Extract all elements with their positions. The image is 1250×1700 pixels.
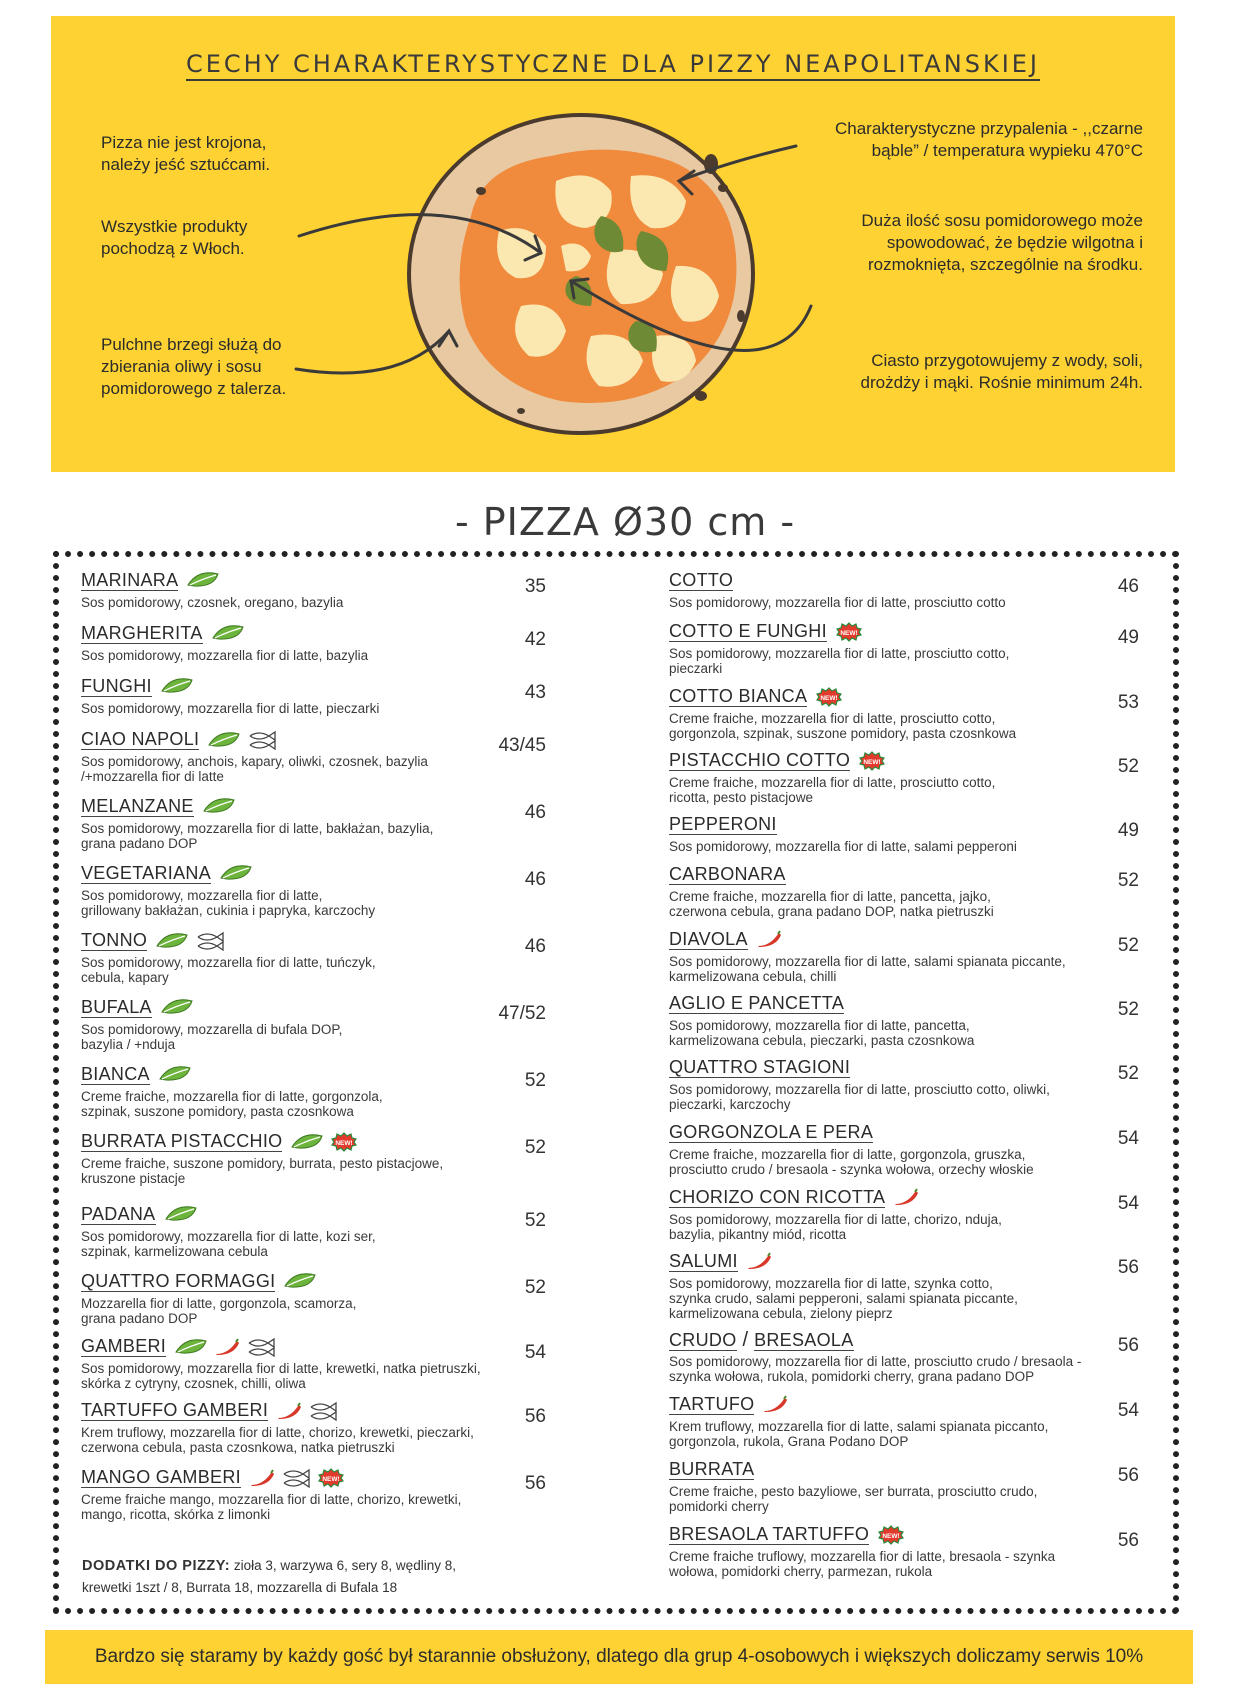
menu-item <box>81 997 342 1052</box>
menu-item <box>669 1459 1037 1514</box>
item-description: karmelizowana cebula, pieczarki, pasta czosnkowa <box>669 1033 975 1048</box>
menu-item <box>669 1251 1018 1321</box>
item-icons <box>877 1525 911 1547</box>
menu-item <box>81 1271 356 1326</box>
item-description: wołowa, pomidorki cherry, parmezan, rukola <box>669 1564 933 1579</box>
item-description: Sos pomidorowy, anchois, kapary, oliwki, czosnek, bazylia <box>81 754 428 769</box>
item-name: COTTO BIANCA <box>669 686 808 706</box>
item-name: TARTUFFO GAMBERI <box>81 1400 269 1420</box>
menu-item <box>81 796 433 851</box>
extras-label: DODATKI DO PIZZY: <box>82 1558 231 1574</box>
item-description: mango, ricotta, skórka z limonki <box>81 1507 271 1522</box>
item-name: FUNGHI <box>81 676 152 696</box>
item-icons <box>290 1132 364 1154</box>
item-description: Sos pomidorowy, mozzarella di bufala DOP, <box>81 1022 343 1037</box>
menu-item <box>81 1467 461 1522</box>
item-price: 52 <box>524 1070 546 1091</box>
svg-text:NEW!: NEW! <box>863 758 881 766</box>
service-fee-bar <box>45 1630 1193 1684</box>
item-description: Sos pomidorowy, mozzarella fior di latte, chorizo, nduja, <box>669 1212 1002 1227</box>
item-icons <box>276 1401 344 1423</box>
menu-item <box>669 864 994 919</box>
item-description: cebula, kapary <box>81 970 169 985</box>
item-name: BURRATA <box>669 1459 755 1479</box>
item-description: Sos pomidorowy, mozzarella fior di latte, prosciutto crudo / bresaola - <box>669 1354 1082 1369</box>
item-price: 56 <box>1117 1530 1139 1551</box>
item-description: szpinak, suszone pomidory, pasta czosnkowa <box>81 1104 354 1119</box>
item-price: 52 <box>1117 1063 1139 1084</box>
item-price: 47/52 <box>498 1003 546 1024</box>
item-name: VEGETARIANA <box>81 863 211 883</box>
chili-icon <box>893 1188 922 1206</box>
menu-item <box>81 930 376 985</box>
note-dough: Ciasto przygotowujemy z wody, soli, drożdży i mąki. Rośnie minimum 24h. <box>860 351 1143 392</box>
chili-icon <box>276 1402 305 1420</box>
item-name: CRUDO <box>669 1330 737 1350</box>
item-price: 52 <box>1117 756 1139 777</box>
item-icons <box>858 751 892 773</box>
extras-text-2: krewetki 1szt / 8, Burrata 18, mozzarella di Bufala 18 <box>82 1580 398 1595</box>
item-description: karmelizowana cebula, chilli <box>669 969 837 984</box>
info-title: CECHY CHARAKTERYSTYCZNE DLA PIZZY NEAPOLITANSKIEJ <box>51 50 1175 78</box>
item-description: Sos pomidorowy, mozzarella fior di latte, pieczarki <box>81 701 380 716</box>
item-icons <box>207 730 283 752</box>
fish-icon <box>308 1401 341 1421</box>
item-name: PADANA <box>81 1204 156 1224</box>
menu-item <box>669 570 1006 610</box>
leaf-icon <box>290 1133 327 1151</box>
new-icon <box>815 687 846 707</box>
name-separator: / <box>742 1329 749 1351</box>
item-price: 54 <box>1117 1128 1139 1149</box>
item-description: Creme fraiche, mozzarella fior di latte, prosciutto cotto, <box>669 775 996 790</box>
note-charring: Charakterystyczne przypalenia - ,,czarne bąble” / temperatura wypieku 470°C <box>834 119 1143 160</box>
item-description: gorgonzola, szpinak, suszone pomidory, pasta czosnkowa <box>669 726 1017 741</box>
item-description: Creme fraiche, suszone pomidory, burrata, pesto pistacjowe, <box>81 1156 444 1171</box>
item-icons <box>219 864 259 886</box>
chili-icon <box>746 1252 775 1270</box>
item-name: PISTACCHIO COTTO <box>669 750 851 770</box>
item-description: Sos pomidorowy, czosnek, oregano, bazylia <box>81 595 344 610</box>
info-panel <box>51 16 1175 472</box>
item-description: szynka wołowa, rukola, pomidorki cherry, grana padano DOP <box>669 1369 1035 1384</box>
item-description: bazylia / +nduja <box>81 1037 176 1052</box>
menu-item <box>81 729 428 784</box>
leaf-icon <box>207 731 244 749</box>
fish-icon <box>195 931 228 951</box>
item-name: BIANCA <box>81 1064 150 1084</box>
note-not-sliced: Pizza nie jest krojona, należy jeść sztućcami. <box>101 133 271 174</box>
item-description: prosciutto crudo / bresaola - szynka wołowa, orzechy włoskie <box>669 1162 1034 1177</box>
item-price: 46 <box>524 802 546 823</box>
item-icons <box>283 1272 323 1294</box>
menu-item <box>669 1329 1081 1384</box>
item-icons <box>158 1065 198 1087</box>
item-name: GORGONZOLA E PERA <box>669 1122 874 1142</box>
menu-item <box>81 1204 376 1259</box>
item-price: 42 <box>524 629 546 650</box>
item-name: CARBONARA <box>669 864 786 884</box>
new-icon <box>317 1468 348 1488</box>
menu-item <box>81 1336 481 1391</box>
item-icons <box>174 1337 282 1359</box>
item-description: Sos pomidorowy, mozzarella fior di latte, bakłażan, bazylia, <box>81 821 434 836</box>
item-name: COTTO <box>669 570 734 590</box>
item-price: 46 <box>1117 576 1139 597</box>
pizza-extras <box>82 1555 522 1598</box>
item-description: skórka z cytryny, czosnek, chilli, oliwa <box>81 1376 306 1391</box>
item-icons <box>835 622 869 644</box>
item-price: 54 <box>1117 1193 1139 1214</box>
note-sauce: Duża ilość sosu pomidorowego może spowodować, że będzie wilgotna i rozmoknięta, szczególnie na środku. <box>861 211 1143 274</box>
leaf-icon <box>283 1272 320 1290</box>
item-price: 53 <box>1117 692 1139 713</box>
item-description: Krem truflowy, mozzarella fior di latte, salami spianata piccanto, <box>669 1419 1049 1434</box>
item-name: QUATTRO STAGIONI <box>669 1057 851 1077</box>
svg-text:NEW!: NEW! <box>820 694 838 702</box>
menu-item <box>669 750 995 805</box>
item-price: 46 <box>524 869 546 890</box>
menu-item <box>81 570 343 610</box>
item-price: 43 <box>524 682 546 703</box>
menu-item <box>669 621 1009 676</box>
item-description: Sos pomidorowy, mozzarella fior di latte, salami pepperoni <box>669 839 1017 854</box>
item-description: gorgonzola, rukola, Grana Podano DOP <box>669 1434 909 1449</box>
item-icons <box>164 1205 204 1227</box>
item-name: SALUMI <box>669 1251 738 1271</box>
item-description: Sos pomidorowy, mozzarella fior di latte, prosciutto cotto, <box>669 646 1010 661</box>
svg-text:NEW!: NEW! <box>322 1475 340 1483</box>
item-price: 52 <box>524 1137 546 1158</box>
item-price: 56 <box>524 1406 546 1427</box>
leaf-icon <box>160 998 197 1016</box>
item-description: Creme fraiche, mozzarella fior di latte, prosciutto cotto, <box>669 711 996 726</box>
item-name: BUFALA <box>81 997 152 1017</box>
item-price: 52 <box>1117 935 1139 956</box>
menu-item <box>669 1524 1055 1579</box>
item-name: DIAVOLA <box>669 929 748 949</box>
note-crust-edges: Pulchne brzegi służą do zbierania oliwy i sosu pomidorowego z talerza. <box>101 335 287 398</box>
item-description: ricotta, pesto pistacjowe <box>669 790 814 805</box>
note-italian-products: Wszystkie produkty pochodzą z Włoch. <box>101 217 248 258</box>
leaf-icon <box>186 571 223 589</box>
item-description: grana padano DOP <box>81 836 198 851</box>
item-name: MARGHERITA <box>81 623 203 643</box>
item-description: Krem truflowy, mozzarella fior di latte, chorizo, krewetki, pieczarki, <box>81 1425 474 1440</box>
menu-item <box>81 1400 474 1455</box>
new-icon <box>835 622 866 642</box>
item-price: 56 <box>1117 1335 1139 1356</box>
item-price: 49 <box>1117 627 1139 648</box>
item-price: 56 <box>1117 1465 1139 1486</box>
item-icons <box>160 998 200 1020</box>
item-description: Sos pomidorowy, mozzarella fior di latte, kozi ser, <box>81 1229 376 1244</box>
menu-item <box>81 863 375 918</box>
svg-text:NEW!: NEW! <box>882 1532 900 1540</box>
menu-item <box>669 1122 1034 1177</box>
item-name: MANGO GAMBERI <box>81 1467 241 1487</box>
menu-item <box>81 676 379 716</box>
leaf-icon <box>160 677 197 695</box>
menu-item <box>81 1064 383 1119</box>
item-icons <box>202 797 242 819</box>
chili-icon <box>249 1469 278 1487</box>
item-price: 43/45 <box>498 735 546 756</box>
item-description: Sos pomidorowy, mozzarella fior di latte, salami spianata piccante, <box>669 954 1066 969</box>
menu-item <box>81 623 368 663</box>
item-name: CIAO NAPOLI <box>81 729 200 749</box>
item-name: COTTO E FUNGHI <box>669 621 827 641</box>
leaf-icon <box>174 1338 211 1356</box>
menu-item <box>669 686 1016 741</box>
chili-icon <box>214 1338 243 1356</box>
item-price: 46 <box>524 936 546 957</box>
fish-icon <box>281 1468 314 1488</box>
item-icons <box>186 571 226 593</box>
item-description: Sos pomidorowy, mozzarella fior di latte, szynka cotto, <box>669 1276 993 1291</box>
item-description: szynka crudo, salami pepperoni, salami spianata piccante, <box>669 1291 1018 1306</box>
item-description: bazylia, pikantny miód, ricotta <box>669 1227 847 1242</box>
item-price: 56 <box>1117 1257 1139 1278</box>
item-name: TONNO <box>81 930 148 950</box>
item-icons <box>160 677 200 699</box>
item-description: Creme fraiche, mozzarella fior di latte, pancetta, jajko, <box>669 889 991 904</box>
item-description: Creme fraiche mango, mozzarella fior di latte, chorizo, krewetki, <box>81 1492 462 1507</box>
item-price: 52 <box>1117 999 1139 1020</box>
item-name: GAMBERI <box>81 1336 167 1356</box>
item-description: czerwona cebula, grana padano DOP, natka pietruszki <box>669 904 994 919</box>
item-price: 54 <box>524 1342 546 1363</box>
item-price: 35 <box>524 576 546 597</box>
extras-text: zioła 3, warzywa 6, sery 8, wędliny 8, <box>230 1558 456 1573</box>
item-name: QUATTRO FORMAGGI <box>81 1271 276 1291</box>
chili-icon <box>756 930 785 948</box>
item-price: 52 <box>1117 870 1139 891</box>
leaf-icon <box>211 624 248 642</box>
chili-icon <box>762 1395 791 1413</box>
item-description: pieczarki <box>669 661 723 676</box>
new-icon <box>858 751 889 771</box>
item-icons <box>155 931 231 953</box>
menu-item <box>669 929 1066 984</box>
svg-text:NEW!: NEW! <box>840 629 858 637</box>
item-name: MARINARA <box>81 570 179 590</box>
item-price: 52 <box>524 1277 546 1298</box>
item-name: PEPPERONI <box>669 814 777 834</box>
menu-item <box>669 1187 1002 1242</box>
new-icon <box>877 1525 908 1545</box>
item-description: szpinak, karmelizowana cebula <box>81 1244 268 1259</box>
item-description: Creme fraiche, pesto bazyliowe, ser burrata, prosciutto crudo, <box>669 1484 1038 1499</box>
item-description: Sos pomidorowy, mozzarella fior di latte, bazylia <box>81 648 369 663</box>
item-description: karmelizowana cebula, zielony pieprz <box>669 1306 893 1321</box>
item-description: pieczarki, karczochy <box>669 1097 791 1112</box>
item-name: CHORIZO CON RICOTTA <box>669 1187 886 1207</box>
item-description: Sos pomidorowy, mozzarella fior di latte, prosciutto cotto, oliwki, <box>669 1082 1050 1097</box>
item-price: 49 <box>1117 820 1139 841</box>
menu-item <box>81 1131 443 1186</box>
item-description: kruszone pistacje <box>81 1171 186 1186</box>
menu-item <box>669 993 974 1048</box>
menu-heading: - PIZZA Ø30 cm - <box>454 500 796 544</box>
item-description: Sos pomidorowy, mozzarella fior di latte, prosciutto cotto <box>669 595 1006 610</box>
item-icons <box>815 687 849 709</box>
item-price: 54 <box>1117 1400 1139 1421</box>
item-icons <box>756 930 788 952</box>
leaf-icon <box>164 1205 201 1223</box>
item-name-alt: BRESAOLA <box>754 1330 854 1350</box>
svg-text:NEW!: NEW! <box>335 1139 354 1147</box>
item-name: AGLIO E PANCETTA <box>669 993 845 1013</box>
item-description: Creme fraiche truflowy, mozzarella fior di latte, bresaola - szynka <box>669 1549 1056 1564</box>
item-description: Creme fraiche, mozzarella fior di latte, gorgonzola, <box>81 1089 383 1104</box>
item-description: Sos pomidorowy, mozzarella fior di latte, krewetki, natka pietruszki, <box>81 1361 481 1376</box>
menu-item <box>669 1057 1050 1112</box>
menu-item <box>669 814 1017 854</box>
item-icons <box>211 624 251 646</box>
item-name: BRESAOLA TARTUFFO <box>669 1524 870 1544</box>
service-fee-note: Bardzo się staramy by każdy gość był starannie obsłużony, dlatego dla grup 4-osobowych i większych doliczamy serwis 10% <box>94 1646 1144 1667</box>
fish-icon <box>247 730 280 750</box>
fish-icon <box>246 1337 279 1357</box>
item-description: pomidorki cherry <box>669 1499 769 1514</box>
item-description: czerwona cebula, pasta czosnkowa, natka pietruszki <box>81 1440 395 1455</box>
item-description: grana padano DOP <box>81 1311 198 1326</box>
item-description: Sos pomidorowy, mozzarella fior di latte, <box>81 888 323 903</box>
item-icons <box>746 1252 778 1274</box>
item-description: grillowany bakłażan, cukinia i papryka, karczochy <box>81 903 376 918</box>
leaf-icon <box>155 932 192 950</box>
item-description: Creme fraiche, mozzarella fior di latte, gorgonzola, gruszka, <box>669 1147 1026 1162</box>
item-icons <box>249 1468 351 1490</box>
item-description: /+mozzarella fior di latte <box>81 769 224 784</box>
item-icons <box>893 1188 925 1210</box>
menu-item <box>669 1394 1048 1449</box>
item-description: Sos pomidorowy, mozzarella fior di latte, tuńczyk, <box>81 955 376 970</box>
leaf-icon <box>202 797 239 815</box>
item-price: 52 <box>524 1210 546 1231</box>
item-name: BURRATA PISTACCHIO <box>81 1131 283 1151</box>
item-description: Mozzarella fior di latte, gorgonzola, scamorza, <box>81 1296 357 1311</box>
leaf-icon <box>158 1065 195 1083</box>
item-name: MELANZANE <box>81 796 194 816</box>
item-price: 56 <box>524 1473 546 1494</box>
new-icon <box>330 1132 361 1152</box>
item-description: Sos pomidorowy, mozzarella fior di latte, pancetta, <box>669 1018 970 1033</box>
item-icons <box>762 1395 794 1417</box>
item-name: TARTUFO <box>669 1394 755 1414</box>
leaf-icon <box>219 864 256 882</box>
